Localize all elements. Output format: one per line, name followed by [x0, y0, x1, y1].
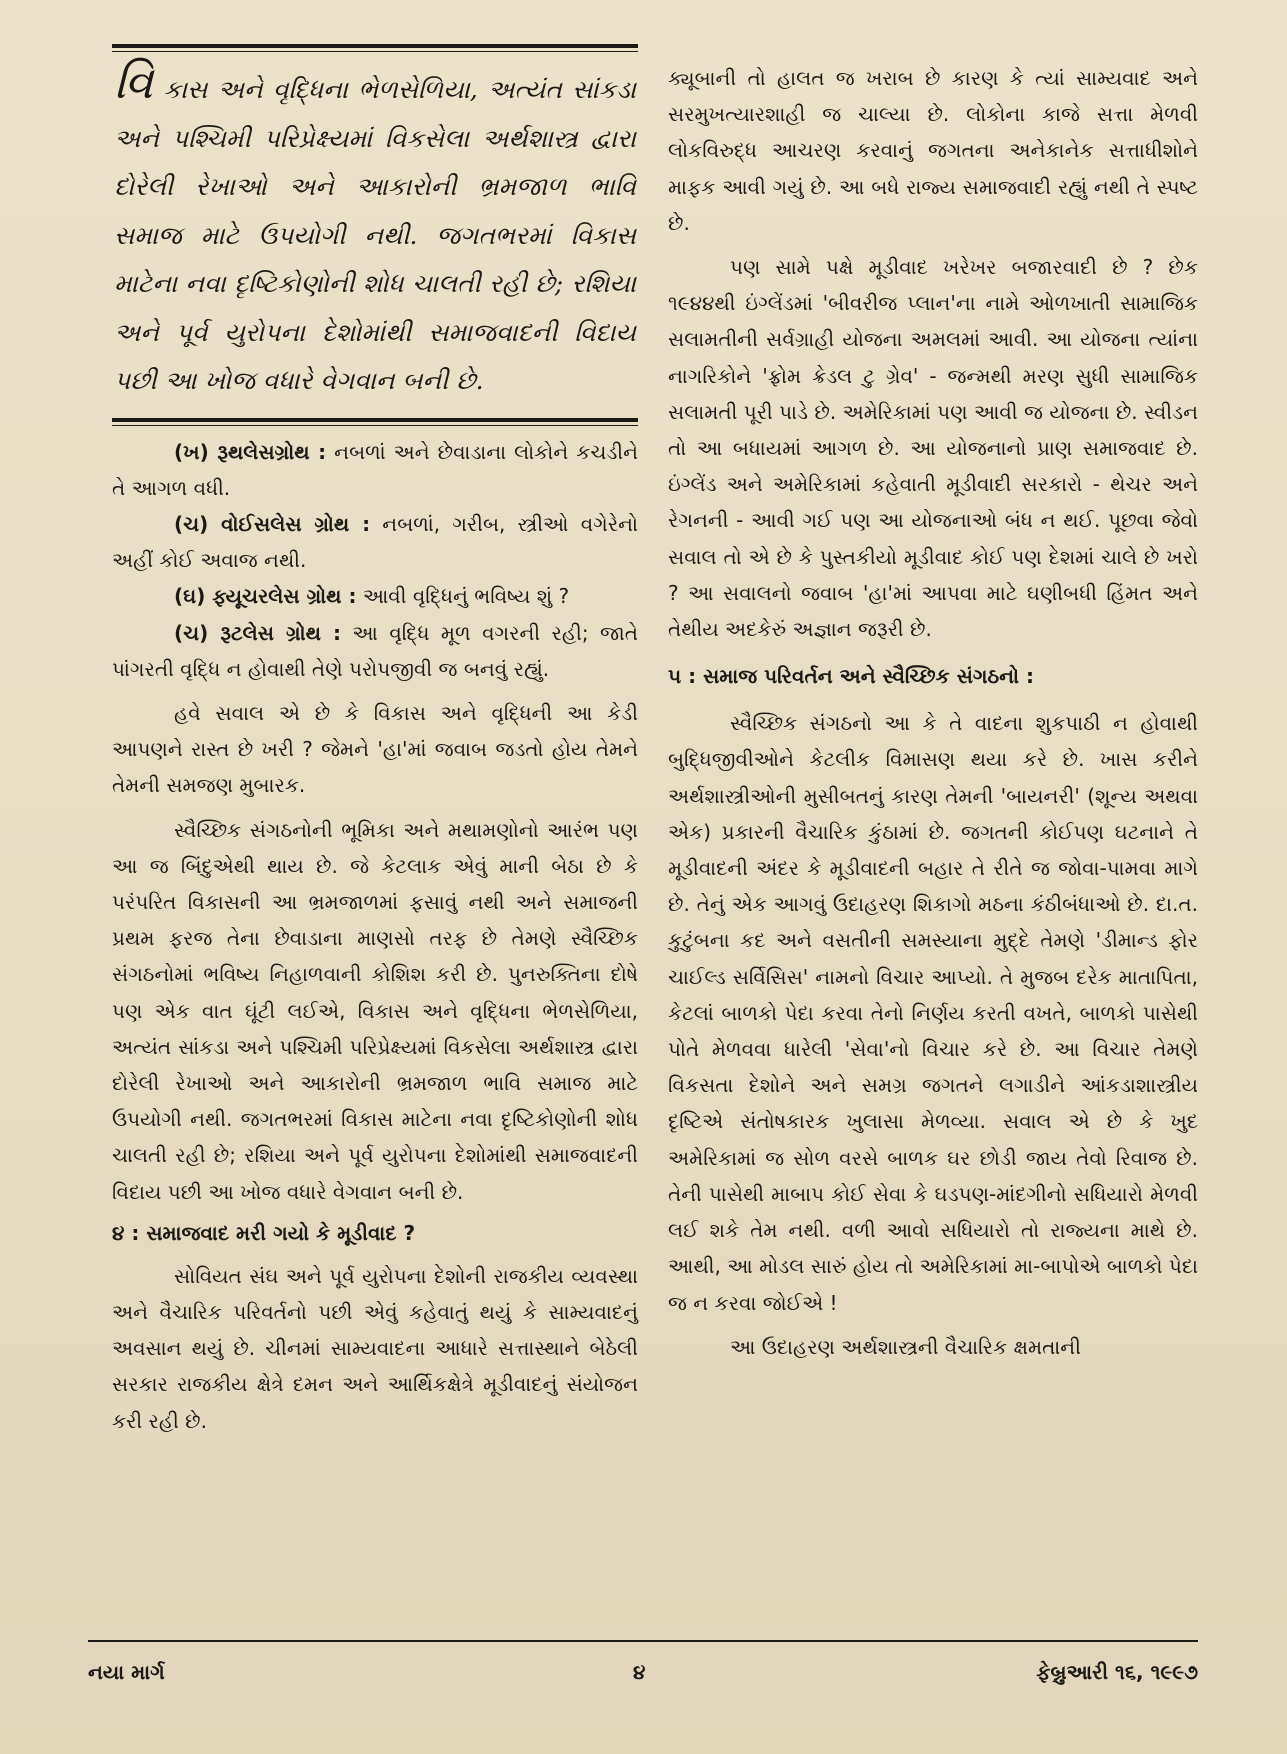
paragraph: પણ સામે પક્ષે મૂડીવાદ ખરેખર બજારવાદી છે ? છેક ૧૯૪૪થી ઇંગ્લેંડમાં 'બીવરીજ પ્લાન'ના નામે ઓળખાતી સામાજિક સલામતીની સર્વગ્રાહી યોજના અમલમાં આવી. આ યોજના ત્યાંના નાગરિકોને 'ફ્રોમ ક્રેડલ ટુ ગ્રેવ' - જન્મથી મરણ સુધી સામાજિક સલામતી પૂરી પાડે છે. અમેરિકામાં પણ આવી જ યોજના છે. સ્વીડન તો આ બધાયમાં આગળ છે. આ યોજનાનો પ્રાણ સમાજવાદ છે. ઇંગ્લેંડ અને અમેરિકામાં કહેવાતી મૂડીવાદી સરકારો - થેચર અને રેગનની - આવી ગઈ પણ આ યોજનાઓ બંધ ન થઈ. પૂછવા જેવો સવાલ તો એ છે કે પુસ્તકીયો મૂડીવાદ કોઈ પણ દેશમાં ચાલે છે ખરો ? આ સવાલનો જવાબ 'હા'માં આપવા માટે ઘણીબધી હિંમત અને તેથીય અદકેરું અજ્ઞાન જરૂરી છે. [668, 255, 1198, 642]
pullquote-text: કાસ અને વૃદ્ધિના ભેળસેળિયા, અત્યંત સાંકડા અને પશ્ચિમી પરિપ્રેક્ષ્યમાં વિકસેલા અર્થશાસ્ત્ર દ્વારા દોરેલી રેખાઓ અને આકારોની ભ્રમજાળ ભાવિ સમાજ માટે ઉપયોગી નથી. જગતભરમાં વિકાસ માટેના નવા દૃષ્ટિકોણોની શોધ ચાલતી રહી છે; રશિયા અને પૂર્વ યુરોપના દેશોમાંથી સમાજવાદની વિદાય પછી આ ખોજ વધારે વેગવાન બની છે. [114, 75, 636, 395]
pullquote [112, 52, 638, 418]
footer-publication: નયા માર્ગ [88, 1660, 165, 1684]
section-heading-5: ૫ : સમાજ પરિવર્તન અને સ્વૈચ્છિક સંગઠનો : [668, 664, 1034, 689]
right-column [668, 60, 1198, 1365]
list-item-label: (ઘ) ફ્યૂચરલેસ ગ્રોથ : [174, 584, 357, 609]
section-heading-4: ૪ : સમાજવાદ મરી ગયો કે મૂડીવાદ ? [112, 1220, 416, 1245]
paragraph: સ્વૈચ્છિક સંગઠનો આ કે તે વાદના શુકપાઠી ન હોવાથી બુદ્ધિજીવીઓને કેટલીક વિમાસણ થયા કરે છે. ખાસ કરીને અર્થશાસ્ત્રીઓની મુસીબતનું કારણ તેમની 'બાયનરી' (શૂન્ય અથવા એક) પ્રકારની વૈચારિક કુંઠામાં છે. જગતની કોઈપણ ઘટનાને તે મૂડીવાદની અંદર કે મૂડીવાદની બહાર તે રીતે જ જોવા-પામવા માગે છે. તેનું એક આગવું ઉદાહરણ શિકાગો મઠના કંઠીબંધાઓ છે. દા.ત. કુટુંબના કદ અને વસતીની સમસ્યાના મુદ્દે તેમણે 'ડીમાન્ડ ફોર ચાઈલ્ડ સર્વિસિસ' નામનો વિચાર આપ્યો. તે મુજબ દરેક માતાપિતા, કેટલાં બાળકો પેદા કરવા તેનો નિર્ણય કરતી વખતે, બાળકો પાસેથી પોતે મેળવવા ધારેલી 'સેવા'નો વિચાર કરે છે. આ વિચાર તેમણે વિકસતા દેશોને અને સમગ્ર જગતને લગાડીને આંકડાશાસ્ત્રીય દૃષ્ટિએ સંતોષકારક ખુલાસા મેળવ્યા. સવાલ એ છે કે ખુદ અમેરિકામાં જ સોળ વરસે બાળક ઘર છોડી જાય તેવો રિવાજ છે. તેની પાસેથી માબાપ કોઈ સેવા કે ઘડપણ-માંદગીનો સધિયારો મેળવી લઈ શકે તેમ નથી. વળી આવો સધિયારો તો રાજ્યના માથે છે. આથી, આ મોડલ સારું હોય તો અમેરિકામાં મા-બાપોએ બાળકો પેદા જ ન કરવા જોઈએ ! [668, 711, 1198, 1315]
footer-rule [88, 1640, 1198, 1642]
list-item [112, 506, 638, 578]
list-item-label: (ચ) વોઈસલેસ ગ્રોથ : [174, 511, 371, 536]
pullquote-top-rule [112, 44, 638, 48]
list-item-text: નબળાં અને છેવાડાના લોકોને કચડીને તે આગળ વધી. [112, 439, 638, 500]
paragraph: સોવિયત સંઘ અને પૂર્વ યુરોપના દેશોની રાજકીય વ્યવસ્થા અને વૈચારિક પરિવર્તનો પછી એવું કહેવાતું થયું કે સામ્યવાદનું અવસાન થયું છે. ચીનમાં સામ્યવાદના આધારે સત્તાસ્થાને બેઠેલી સરકાર રાજકીય ક્ષેત્રે દમન અને આર્થિકક્ષેત્રે મૂડીવાદનું સંયોજન કરી રહી છે. [112, 1263, 638, 1433]
paragraph: હવે સવાલ એ છે કે વિકાસ અને વૃદ્ધિની આ કેડી આપણને રાસ્ત છે ખરી ? જેમને 'હા'માં જવાબ જડતો હોય તેમને તેમની સમજણ મુબારક. [112, 700, 638, 798]
list-item [112, 434, 638, 506]
list-item-label: (ચ) રૂટલેસ ગ્રોથ : [174, 620, 341, 645]
paragraph: આ ઉદાહરણ અર્થશાસ્ત્રની વૈચારિક ક્ષમતાની [730, 1334, 1081, 1359]
footer-page-number: ૪ [633, 1660, 646, 1684]
list-item-label: (ખ) રૂથલેસગ્રોથ : [174, 439, 327, 464]
pullquote-bottom-rule-thin [112, 425, 638, 426]
list-item [112, 578, 638, 614]
list-item-text: નબળાં, ગરીબ, સ્ત્રીઓ વગેરેનો અહીં કોઈ અવાજ નથી. [112, 511, 638, 573]
list-item [112, 615, 638, 687]
footer-date: ફેબ્રુઆરી ૧૬, ૧૯૯૭ [1036, 1660, 1198, 1684]
paragraph: ક્યૂબાની તો હાલત જ ખરાબ છે કારણ કે ત્યાં સામ્યવાદ અને સરમુખત્યારશાહી જ ચાલ્યા છે. લોકોના કાજે સત્તા મેળવી લોકવિરુદ્ધ આચરણ કરવાનું જગતના અનેકાનેક સત્તાધીશોને માફક આવી ગયું છે. આ બધે રાજ્ય સમાજવાદી રહ્યું નથી તે સ્પષ્ટ છે. [668, 66, 1198, 235]
list-item-text: આવી વૃદ્ધિનું ભવિષ્ય શું ? [356, 584, 570, 609]
list-item-text: આ વૃદ્ધિ મૂળ વગરની રહી; જાતે પાંગરતી વૃદ્ધિ ન હોવાથી તેણે પરોપજીવી જ બનવું રહ્યું. [112, 620, 638, 681]
left-column [112, 44, 638, 1439]
pullquote-bottom-rule [112, 418, 638, 422]
paragraph: સ્વૈચ્છિક સંગઠનોની ભૂમિકા અને મથામણોનો આરંભ પણ આ જ બિંદુએથી થાય છે. જે કેટલાક એવું માની બેઠા છે કે પરંપરિત વિકાસની આ ભ્રમજાળમાં ફસાવું નથી અને સમાજની પ્રથમ ફરજ તેના છેવાડાના માણસો તરફ છે તેમણે સ્વૈચ્છિક સંગઠનોમાં ભવિષ્ય નિહાળવાની કોશિશ કરી છે. પુનરુક્તિના દોષે પણ એક વાત ઘૂંટી લઈએ, વિકાસ અને વૃદ્ધિના ભેળસેળિયા, અત્યંત સાંકડા અને પશ્ચિમી પરિપ્રેક્ષ્યમાં વિકસેલા અર્થશાસ્ત્ર દ્વારા દોરેલી રેખાઓ અને આકારોની ભ્રમજાળ ભાવિ સમાજ માટે ઉપયોગી નથી. જગતભરમાં વિકાસ માટેના નવા દૃષ્ટિકોણોની શોધ ચાલતી રહી છે; રશિયા અને પૂર્વ યુરોપના દેશોમાંથી સમાજવાદની વિદાય પછી આ ખોજ વધારે વેગવાન બની છે. [112, 817, 638, 1204]
pullquote-dropcap: વિ [114, 55, 154, 109]
